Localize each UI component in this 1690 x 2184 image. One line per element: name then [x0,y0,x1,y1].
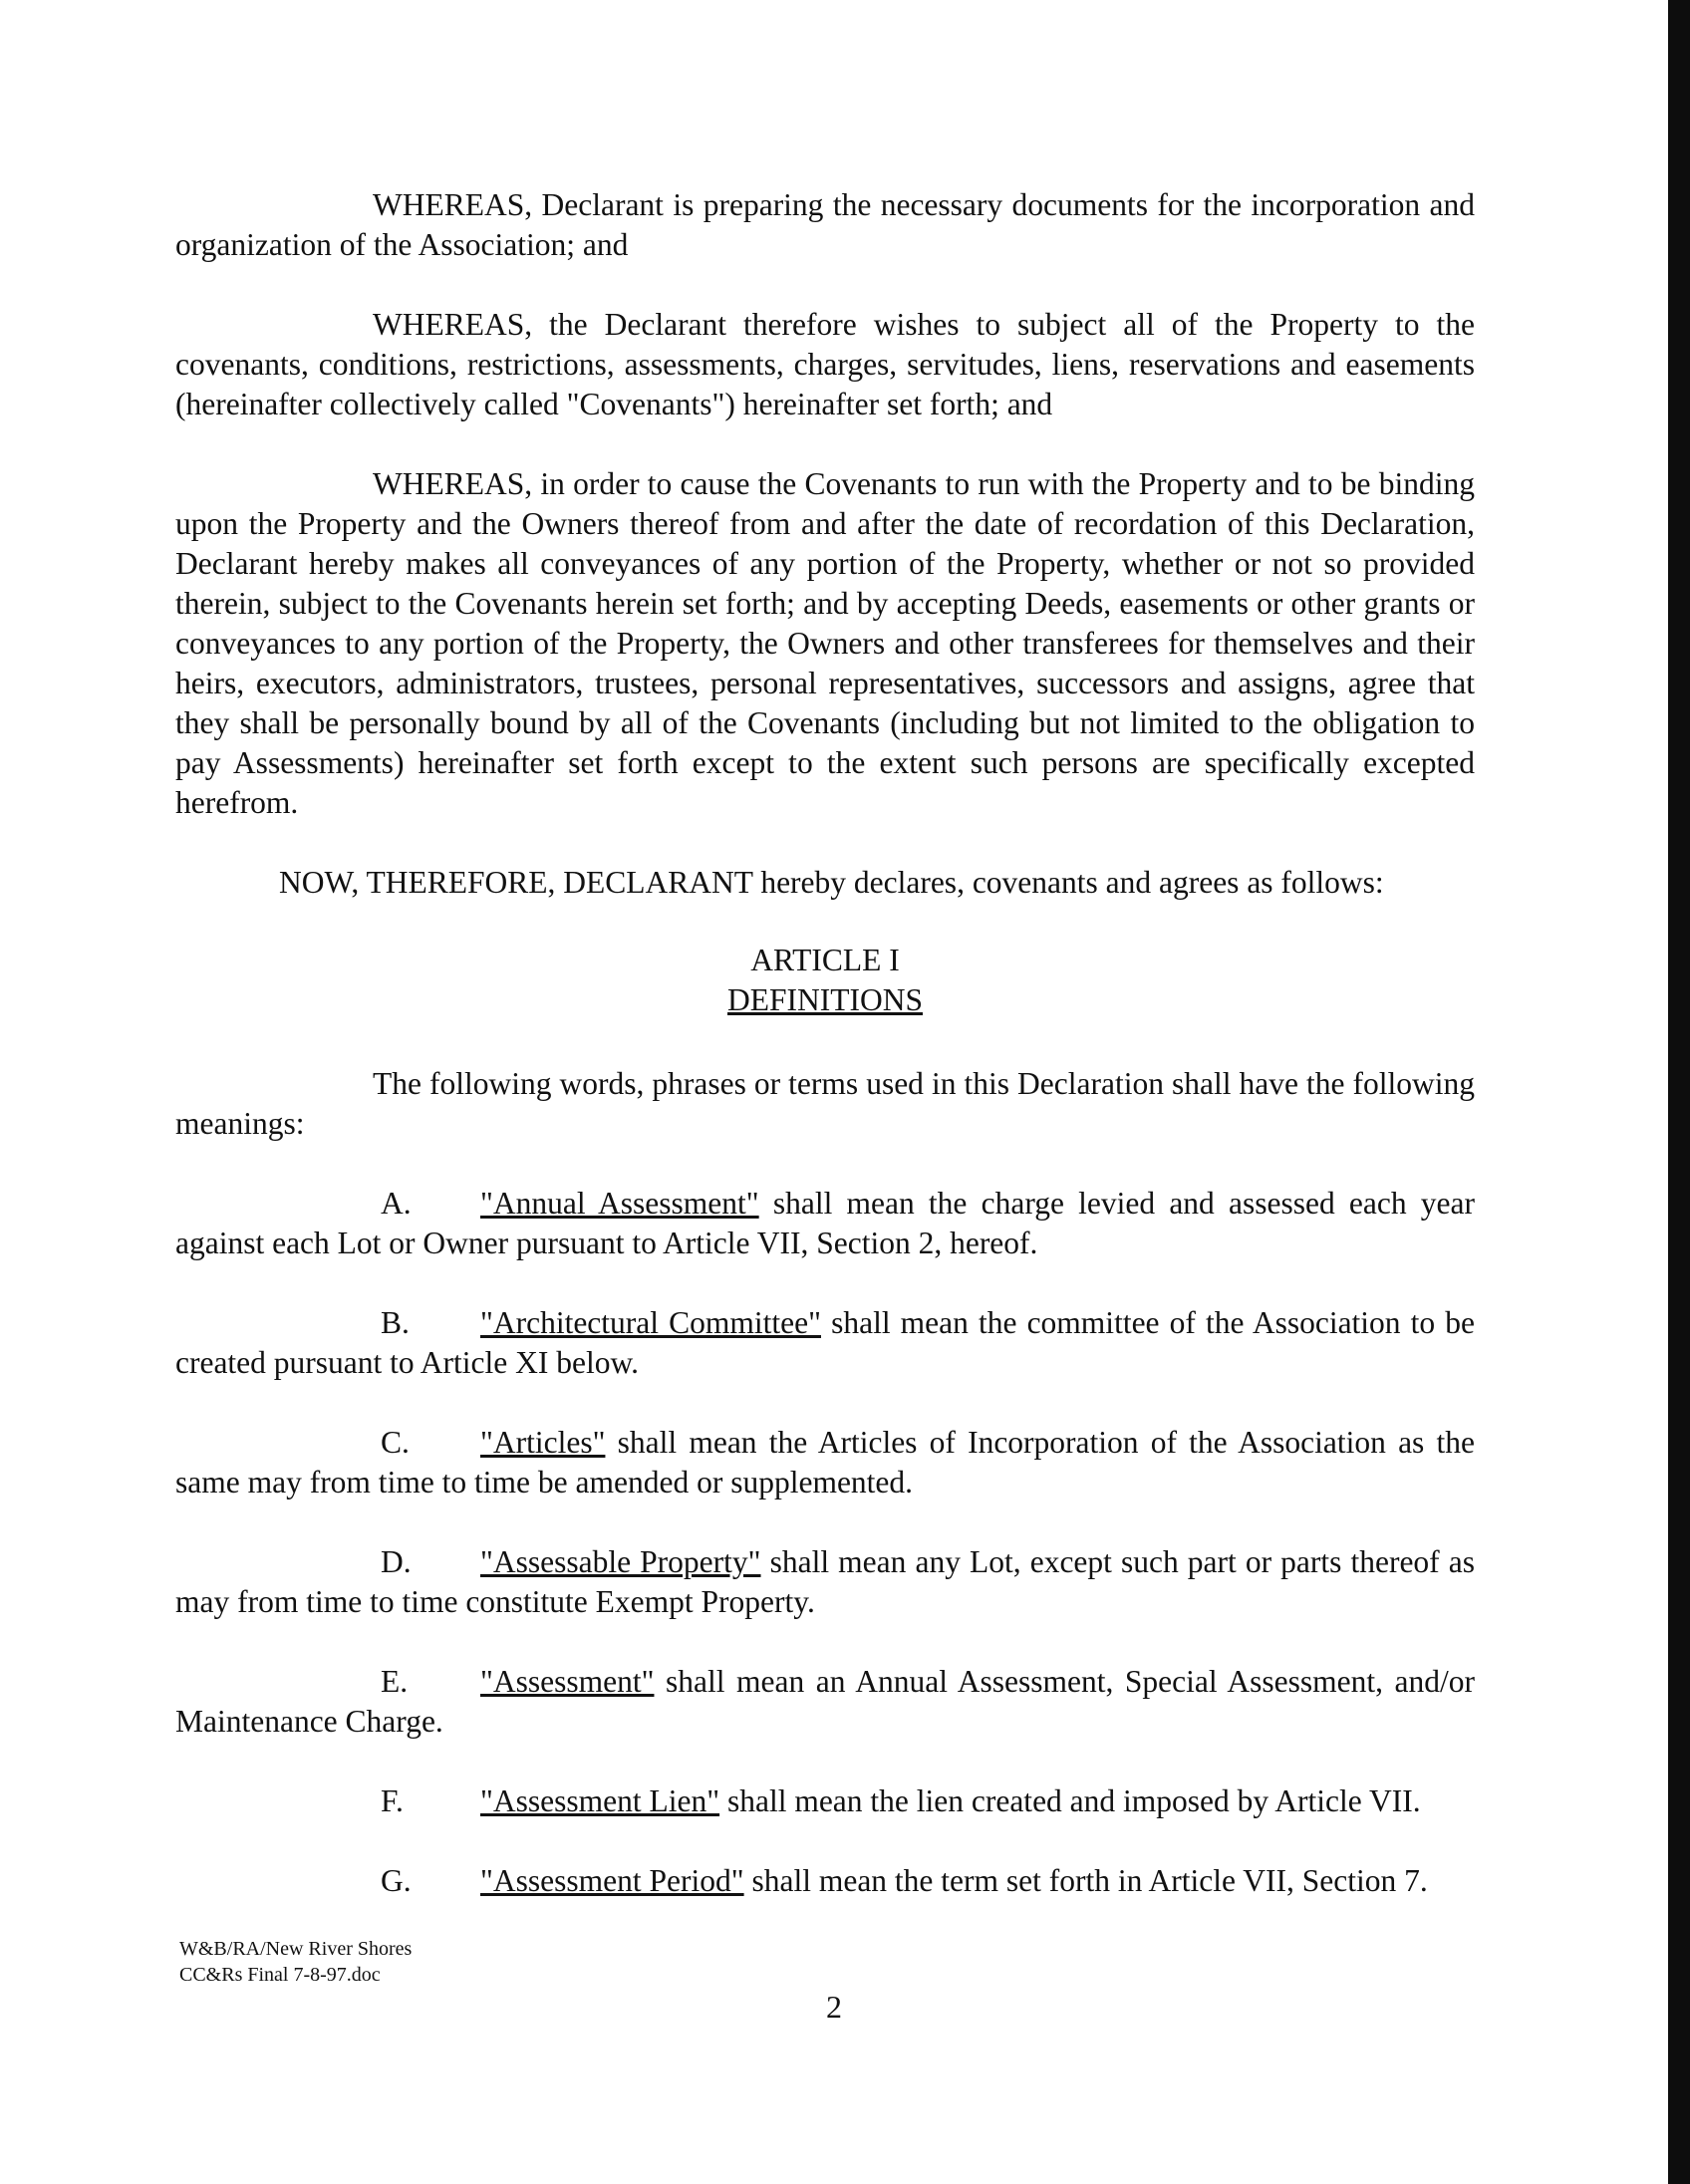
definition-item [175,1542,1475,1622]
article-title: ARTICLE I [750,943,900,977]
whereas-paragraph-3: WHEREAS, in order to cause the Covenants to run with the Property and to be binding upon the Property and the Owners thereof from and after the date of recordation of this Declaration, Declarant hereby makes all conveyances of any portion of the Property, whether or not so provided therein, subject to the Covenants herein set forth; and by accepting Deeds, easements or other grants or conveyances to any portion of the Property, the Owners and other transferees for themselves and their heirs, executors, administrators, trustees, personal representatives, successors and assigns, agree that they shall be personally bound by all of the Covenants (including but not limited to the obligation to pay Assessments) hereinafter set forth except to the extent such persons are specifically excepted herefrom. [175,466,1475,820]
definition-letter: E. [381,1664,409,1699]
footer-line-1: W&B/RA/New River Shores [179,1938,413,1960]
definition-term: "Annual Assessment" [480,1186,759,1221]
definition-item [175,1184,1475,1263]
article-heading-block [175,941,1475,1020]
whereas-paragraph-2: WHEREAS, the Declarant therefore wishes to subject all of the Property to the covenants, conditions, restrictions, assessments, charges, servitudes, liens, reservations and easements (hereinafter collectively called "Covenants") hereinafter set forth; and [175,307,1475,421]
definition-text: shall mean an Annual Assessment, Special Assessment, and/or Maintenance Charge. [175,1664,1475,1739]
definition-item [175,1861,1475,1901]
definition-term: "Assessment" [480,1664,655,1699]
definition-letter: B. [381,1305,410,1340]
document-footer [179,1936,412,1988]
definition-term: "Assessment Period" [480,1863,744,1898]
definition-text: shall mean any Lot, except such part or parts thereof as may from time to time constitute Exempt Property. [175,1544,1475,1619]
definition-text: shall mean the charge levied and assessed each year against each Lot or Owner pursuant to Article VII, Section 2, hereof. [175,1186,1475,1260]
article-heading: DEFINITIONS [727,982,923,1017]
definition-letter: D. [381,1544,412,1579]
definition-letter: A. [381,1186,412,1221]
page-number: 2 [826,1989,842,2025]
definition-term: "Assessable Property" [480,1544,761,1579]
definition-text: shall mean the lien created and imposed by Article VII. [719,1783,1421,1818]
definition-item [175,1662,1475,1742]
definition-text: shall mean the committee of the Association to be created pursuant to Article XI below. [175,1305,1476,1380]
definition-letter: G. [381,1863,412,1898]
footer-line-2: CC&Rs Final 7-8-97.doc [179,1964,381,1986]
now-therefore-clause: NOW, THEREFORE, DECLARANT hereby declares, covenants and agrees as follows: [279,865,1384,900]
definition-letter: C. [381,1425,410,1460]
definition-term: "Articles" [480,1425,606,1460]
definitions-intro: The following words, phrases or terms used in this Declaration shall have the following meanings: [175,1066,1475,1141]
definition-term: "Architectural Committee" [480,1305,821,1340]
definition-item [175,1303,1475,1383]
scan-edge-bar [1668,0,1690,2184]
definition-text: shall mean the Articles of Incorporation of the Association as the same may from time to time be amended or supplemented. [175,1425,1475,1500]
definition-text: shall mean the term set forth in Article VII, Section 7. [743,1863,1428,1898]
whereas-paragraph-1: WHEREAS, Declarant is preparing the necessary documents for the incorporation and organization of the Association; and [175,187,1475,262]
definition-term: "Assessment Lien" [480,1783,720,1818]
definition-item [175,1423,1475,1502]
document-page [175,185,1475,1941]
definition-letter: F. [381,1783,404,1818]
definition-item [175,1781,1475,1821]
